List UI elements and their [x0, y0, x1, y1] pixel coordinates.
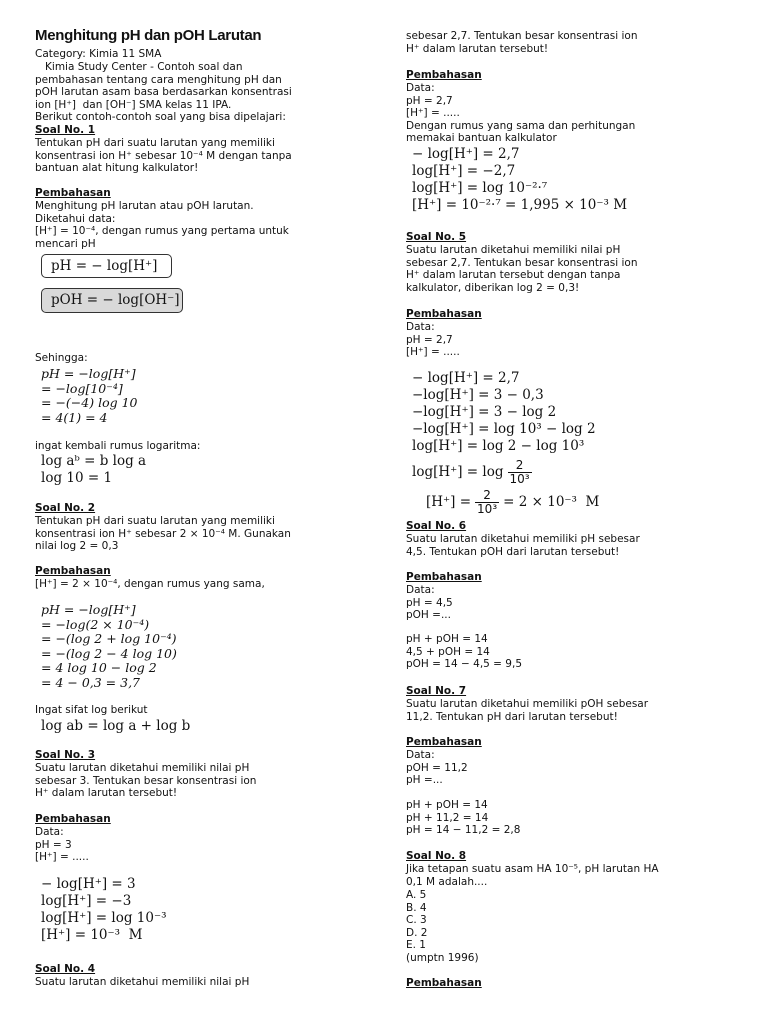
question-line: konsentrasi ion H⁺ sebesar 10⁻⁴ M dengan tanpa: [35, 149, 292, 162]
data-line: pOH = 11,2: [406, 761, 468, 774]
math-step: [H⁺] = 10⁻³ M: [41, 927, 143, 943]
math-step: = 2 × 10⁻³ M: [503, 493, 600, 510]
soal-7-heading: Soal No. 7: [406, 685, 467, 697]
math-step: = 4(1) = 4: [41, 409, 108, 425]
option-e: E. 1: [406, 939, 426, 952]
option-b: B. 4: [406, 901, 427, 914]
explanation-line: Diketahui data:: [35, 212, 116, 225]
soal-5-question: [406, 244, 637, 294]
calc-line: pH + 11,2 = 14: [406, 811, 489, 824]
soal-8-options: [406, 889, 479, 965]
question-line: 4,5. Tentukan pOH dari larutan tersebut!: [406, 545, 620, 558]
calc-line: pH = 14 − 11,2 = 2,8: [406, 824, 521, 837]
math-step: −log[H⁺] = 3 − log 2: [412, 404, 557, 420]
sehingga-label: Sehingga:: [35, 352, 88, 364]
fraction-numerator: 2: [475, 489, 499, 503]
math-step: log[H⁺] = log 10⁻³: [41, 910, 167, 926]
math-step: log[H⁺] = log: [412, 463, 504, 480]
category-label: Category: Kimia 11 SMA: [35, 48, 162, 60]
math-step: −log[H⁺] = 3 − 0,3: [412, 387, 544, 403]
question-line: sebesar 3. Tentukan besar konsentrasi ion: [35, 774, 257, 787]
math-step: [H⁺] = 10⁻²·⁷ = 1,995 × 10⁻³ M: [412, 197, 628, 213]
question-line: H⁺ dalam larutan tersebut!: [35, 787, 178, 800]
question-line: konsentrasi ion H⁺ sebesar 2 × 10⁻⁴ M. Gunakan: [35, 527, 291, 540]
question-line: 11,2. Tentukan pH dari larutan tersebut!: [406, 710, 618, 723]
soal-5-pembahasan-heading: Pembahasan: [406, 308, 482, 320]
soal-7-question: [406, 698, 648, 723]
soal-7-calculation: [406, 799, 520, 837]
math-step: = −log[10⁻⁴]: [41, 380, 123, 396]
data-line: pH = 2,7: [406, 333, 453, 346]
soal-5-final-step: [426, 486, 599, 518]
data-line: Dengan rumus yang sama dan perhitungan: [406, 119, 636, 132]
option-d: D. 2: [406, 926, 428, 939]
option-a: A. 5: [406, 889, 427, 901]
soal-7-data: [406, 749, 468, 787]
soal-8-pembahasan-heading: Pembahasan: [406, 977, 482, 989]
question-line: sebesar 2,7. Tentukan besar konsentrasi ion: [406, 256, 638, 269]
soal-2-ingat: Ingat sifat log berikut: [35, 704, 148, 716]
ph-formula-box: pH = − log[H⁺]: [41, 254, 172, 278]
soal-2-steps: [41, 603, 177, 690]
question-line: H⁺ dalam larutan tersebut!: [406, 42, 549, 55]
math-step: = −(−4) log 10: [41, 395, 138, 410]
soal-4-question-line-1: Suatu larutan diketahui memiliki nilai pH: [35, 976, 250, 988]
question-line: Suatu larutan diketahui memiliki nilai pH: [406, 244, 621, 256]
soal-1-ingat: ingat kembali rumus logaritma:: [35, 440, 201, 452]
math-step: pH = −log[H⁺]: [41, 366, 136, 381]
soal-6-data: [406, 584, 453, 622]
soal-7-pembahasan-heading: Pembahasan: [406, 736, 482, 748]
data-line: Data:: [35, 826, 64, 838]
explanation-line: [H⁺] = 10⁻⁴, dengan rumus yang pertama untuk: [35, 225, 289, 238]
math-step: − log[H⁺] = 2,7: [412, 370, 520, 386]
soal-4-question-cont: [406, 30, 637, 55]
fraction: [508, 459, 532, 486]
math-step: − log[H⁺] = 2,7: [412, 146, 520, 162]
intro-paragraph: [35, 61, 292, 124]
soal-1-log-rules: [41, 453, 146, 487]
soal-3-heading: Soal No. 3: [35, 749, 96, 761]
data-line: pH = 2,7: [406, 94, 453, 107]
fraction-denominator: 10³: [477, 501, 498, 516]
math-step: [H⁺] =: [426, 493, 472, 510]
explanation-line: Menghitung pH larutan atau pOH larutan.: [35, 200, 254, 212]
math-step: log[H⁺] = log 2 − log 10³: [412, 438, 585, 454]
data-line: Data:: [406, 749, 435, 761]
question-line: kalkulator, diberikan log 2 = 0,3!: [406, 281, 580, 294]
document-title: Menghitung pH dan pOH Larutan: [35, 27, 262, 44]
question-line: Suatu larutan diketahui memiliki nilai pH: [35, 762, 250, 774]
math-step: log[H⁺] = log 10⁻²·⁷: [412, 180, 548, 196]
math-step: log[H⁺] = −3: [41, 893, 132, 909]
data-line: pH = 4,5: [406, 596, 453, 609]
soal-6-question: [406, 533, 640, 558]
soal-6-heading: Soal No. 6: [406, 520, 467, 532]
question-line: Suatu larutan diketahui memiliki pH sebesar: [406, 533, 640, 545]
soal-4-pembahasan-heading: Pembahasan: [406, 69, 482, 81]
intro-line: Berikut contoh-contoh soal yang bisa dipelajari:: [35, 111, 286, 124]
math-step: = 4 log 10 − log 2: [41, 660, 157, 675]
math-step: = −log(2 × 10⁻⁴): [41, 616, 150, 632]
soal-8-question: [406, 863, 659, 888]
soal-3-steps: [41, 876, 167, 944]
question-line: Jika tetapan suatu asam HA 10⁻⁵, pH larutan HA: [406, 863, 659, 875]
math-step: − log[H⁺] = 3: [41, 876, 136, 892]
soal-5-heading: Soal No. 5: [406, 231, 467, 243]
data-line: Data:: [406, 321, 435, 333]
soal-1-heading: Soal No. 1: [35, 124, 96, 136]
soal-5-data: [406, 321, 460, 359]
soal-2-heading: Soal No. 2: [35, 502, 96, 514]
soal-3-question: [35, 762, 256, 800]
soal-2-log-rule: log ab = log a + log b: [41, 718, 191, 734]
fraction-numerator: 2: [508, 459, 532, 473]
calc-line: pH + pOH = 14: [406, 633, 488, 645]
math-step: log[H⁺] = −2,7: [412, 163, 516, 179]
soal-3-pembahasan-heading: Pembahasan: [35, 813, 111, 825]
question-line: Tentukan pH dari suatu larutan yang memiliki: [35, 137, 275, 149]
soal-8-heading: Soal No. 8: [406, 850, 467, 862]
math-step: = −(log 2 + log 10⁻⁴): [41, 631, 177, 646]
soal-6-calculation: [406, 633, 522, 671]
soal-4-heading: Soal No. 4: [35, 963, 96, 975]
math-step: −log[H⁺] = log 10³ − log 2: [412, 421, 596, 437]
question-line: bantuan alat hitung kalkulator!: [35, 162, 199, 175]
soal-3-data: [35, 826, 89, 864]
intro-line: pembahasan tentang cara menghitung pH dan: [35, 73, 282, 86]
question-line: sebesar 2,7. Tentukan besar konsentrasi ion: [406, 30, 638, 42]
explanation-line: mencari pH: [35, 237, 96, 250]
data-line: [H⁺] = .....: [406, 346, 460, 359]
question-line: nilai log 2 = 0,3: [35, 540, 119, 553]
data-line: memakai bantuan kalkulator: [406, 132, 557, 145]
soal-1-explanation: [35, 200, 289, 250]
intro-line: ion [H⁺] dan [OH⁻] SMA kelas 11 IPA.: [35, 98, 232, 111]
soal-5-steps: [412, 370, 596, 455]
soal-2-question: [35, 515, 291, 553]
intro-line: Kimia Study Center - Contoh soal dan: [35, 61, 243, 73]
calc-line: 4,5 + pOH = 14: [406, 645, 490, 658]
intro-line: pOH larutan asam basa berdasarkan konsentrasi: [35, 86, 292, 99]
calc-line: pH + pOH = 14: [406, 799, 488, 811]
math-step: = −(log 2 − 4 log 10): [41, 645, 177, 661]
soal-1-question: [35, 137, 292, 175]
question-line: Suatu larutan diketahui memiliki pOH sebesar: [406, 698, 649, 710]
data-line: [H⁺] = .....: [406, 107, 460, 120]
soal-5-fraction-step: [412, 456, 532, 488]
calc-line: pOH = 14 − 4,5 = 9,5: [406, 658, 523, 671]
math-step: pH = −log[H⁺]: [41, 602, 136, 617]
data-line: pH =...: [406, 774, 443, 787]
log-rule: log aᵇ = b log a: [41, 453, 147, 469]
soal-1-pembahasan-heading: Pembahasan: [35, 187, 111, 199]
data-line: Data:: [406, 584, 435, 596]
question-line: H⁺ dalam larutan tersebut dengan tanpa: [406, 269, 621, 282]
data-line: Data:: [406, 82, 435, 94]
soal-2-explanation: [H⁺] = 2 × 10⁻⁴, dengan rumus yang sama,: [35, 578, 265, 590]
soal-4-steps: [412, 146, 627, 214]
option-c: C. 3: [406, 914, 427, 927]
source-note: (umptn 1996): [406, 951, 479, 964]
data-line: pH = 3: [35, 838, 72, 851]
poh-formula-box: pOH = − log[OH⁻]: [41, 288, 183, 313]
fraction-denominator: 10³: [509, 471, 530, 486]
soal-2-pembahasan-heading: Pembahasan: [35, 565, 111, 577]
fraction: [475, 489, 499, 516]
soal-1-steps: [41, 367, 137, 425]
soal-6-pembahasan-heading: Pembahasan: [406, 571, 482, 583]
soal-4-data: [406, 82, 635, 145]
question-line: Tentukan pH dari suatu larutan yang memiliki: [35, 515, 275, 527]
math-step: = 4 − 0,3 = 3,7: [41, 674, 140, 690]
data-line: pOH =...: [406, 609, 451, 622]
log-rule: log 10 = 1: [41, 470, 113, 486]
question-line: 0,1 M adalah....: [406, 875, 488, 888]
data-line: [H⁺] = .....: [35, 851, 89, 864]
